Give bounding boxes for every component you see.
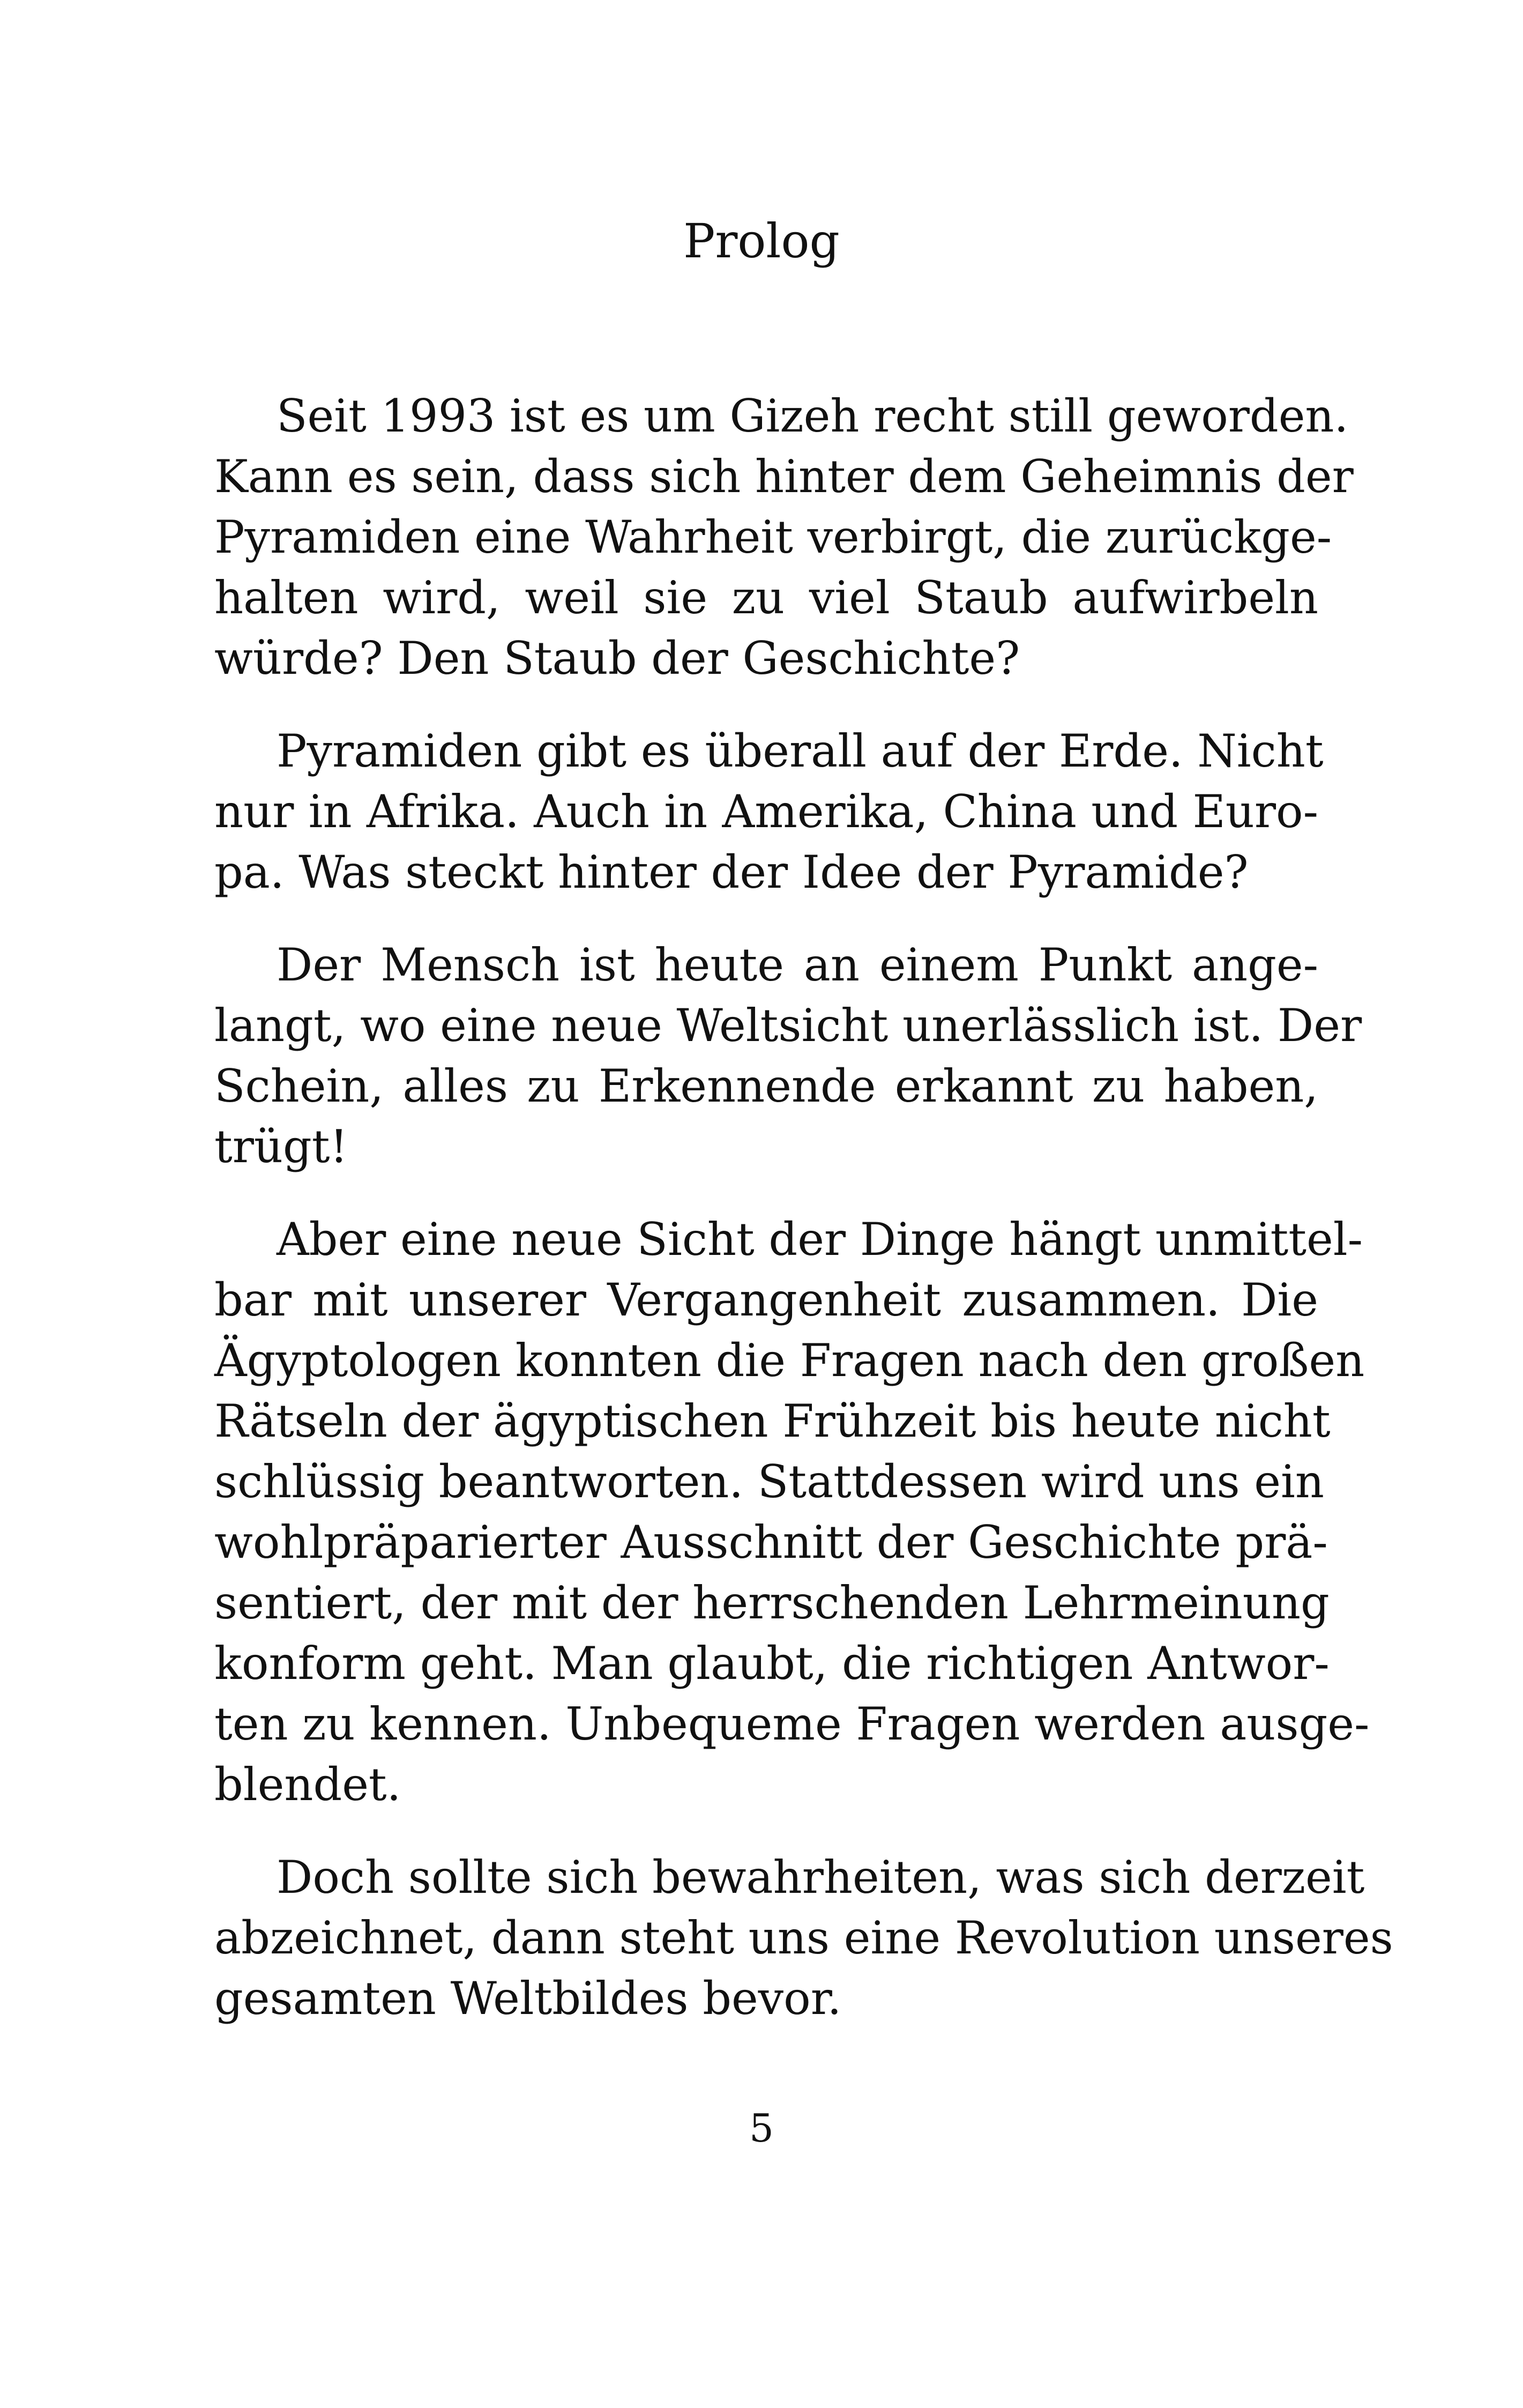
paragraph-3 (214, 935, 1362, 1177)
paragraph-5 (214, 1847, 1393, 2029)
text-line: wohlpräparierter Ausschnitt der Geschichte prä- (214, 1516, 1328, 1569)
text-line: blendet. (214, 1758, 401, 1811)
text-line: pa. Was steckt hinter der Idee der Pyramide? (214, 846, 1249, 898)
text-line: Der Mensch ist heute an einem Punkt ange- (277, 939, 1318, 991)
text-line: Aber eine neue Sicht der Dinge hängt unmittel- (277, 1213, 1363, 1266)
text-line: konform geht. Man glaubt, die richtigen Antwor- (214, 1637, 1330, 1690)
text-line: schlüssig beantworten. Stattdessen wird uns ein (214, 1455, 1324, 1508)
text-line: trügt! (214, 1120, 348, 1173)
text-line: Seit 1993 ist es um Gizeh recht still geworden. (277, 390, 1349, 442)
text-line: bar mit unserer Vergangenheit zusammen. Die (214, 1274, 1318, 1326)
text-line: gesamten Weltbildes bevor. (214, 1972, 842, 2025)
page-number: 5 (749, 2106, 774, 2151)
text-line: Pyramiden gibt es überall auf der Erde. Nicht (277, 725, 1324, 777)
chapter-title: Prolog (683, 213, 840, 269)
text-line: nur in Afrika. Auch in Amerika, China und Euro- (214, 785, 1318, 838)
text-line: sentiert, der mit der herrschenden Lehrmeinung (214, 1577, 1330, 1629)
text-line: Rätseln der ägyptischen Frühzeit bis heute nicht (214, 1395, 1331, 1447)
text-line: Kann es sein, dass sich hinter dem Geheimnis der (214, 450, 1354, 503)
body-text (214, 386, 1393, 2061)
paragraph-2 (214, 721, 1324, 903)
text-line: abzeichnet, dann steht uns eine Revolution unseres (214, 1912, 1393, 1964)
text-line: würde? Den Staub der Geschichte? (214, 632, 1020, 685)
text-line: Doch sollte sich bewahrheiten, was sich derzeit (277, 1851, 1365, 1904)
paragraph-1 (214, 386, 1354, 689)
text-line: Schein, alles zu Erkennende erkannt zu haben, (214, 1060, 1318, 1112)
text-line: langt, wo eine neue Weltsicht unerlässlich ist. Der (214, 999, 1362, 1052)
text-line: halten wird, weil sie zu viel Staub aufwirbeln (214, 571, 1318, 624)
paragraph-4 (214, 1209, 1370, 1815)
text-line: Ägyptologen konnten die Fragen nach den großen (214, 1334, 1365, 1387)
text-line: Pyramiden eine Wahrheit verbirgt, die zurückge- (214, 511, 1332, 563)
text-line: ten zu kennen. Unbequeme Fragen werden ausge- (214, 1698, 1370, 1750)
